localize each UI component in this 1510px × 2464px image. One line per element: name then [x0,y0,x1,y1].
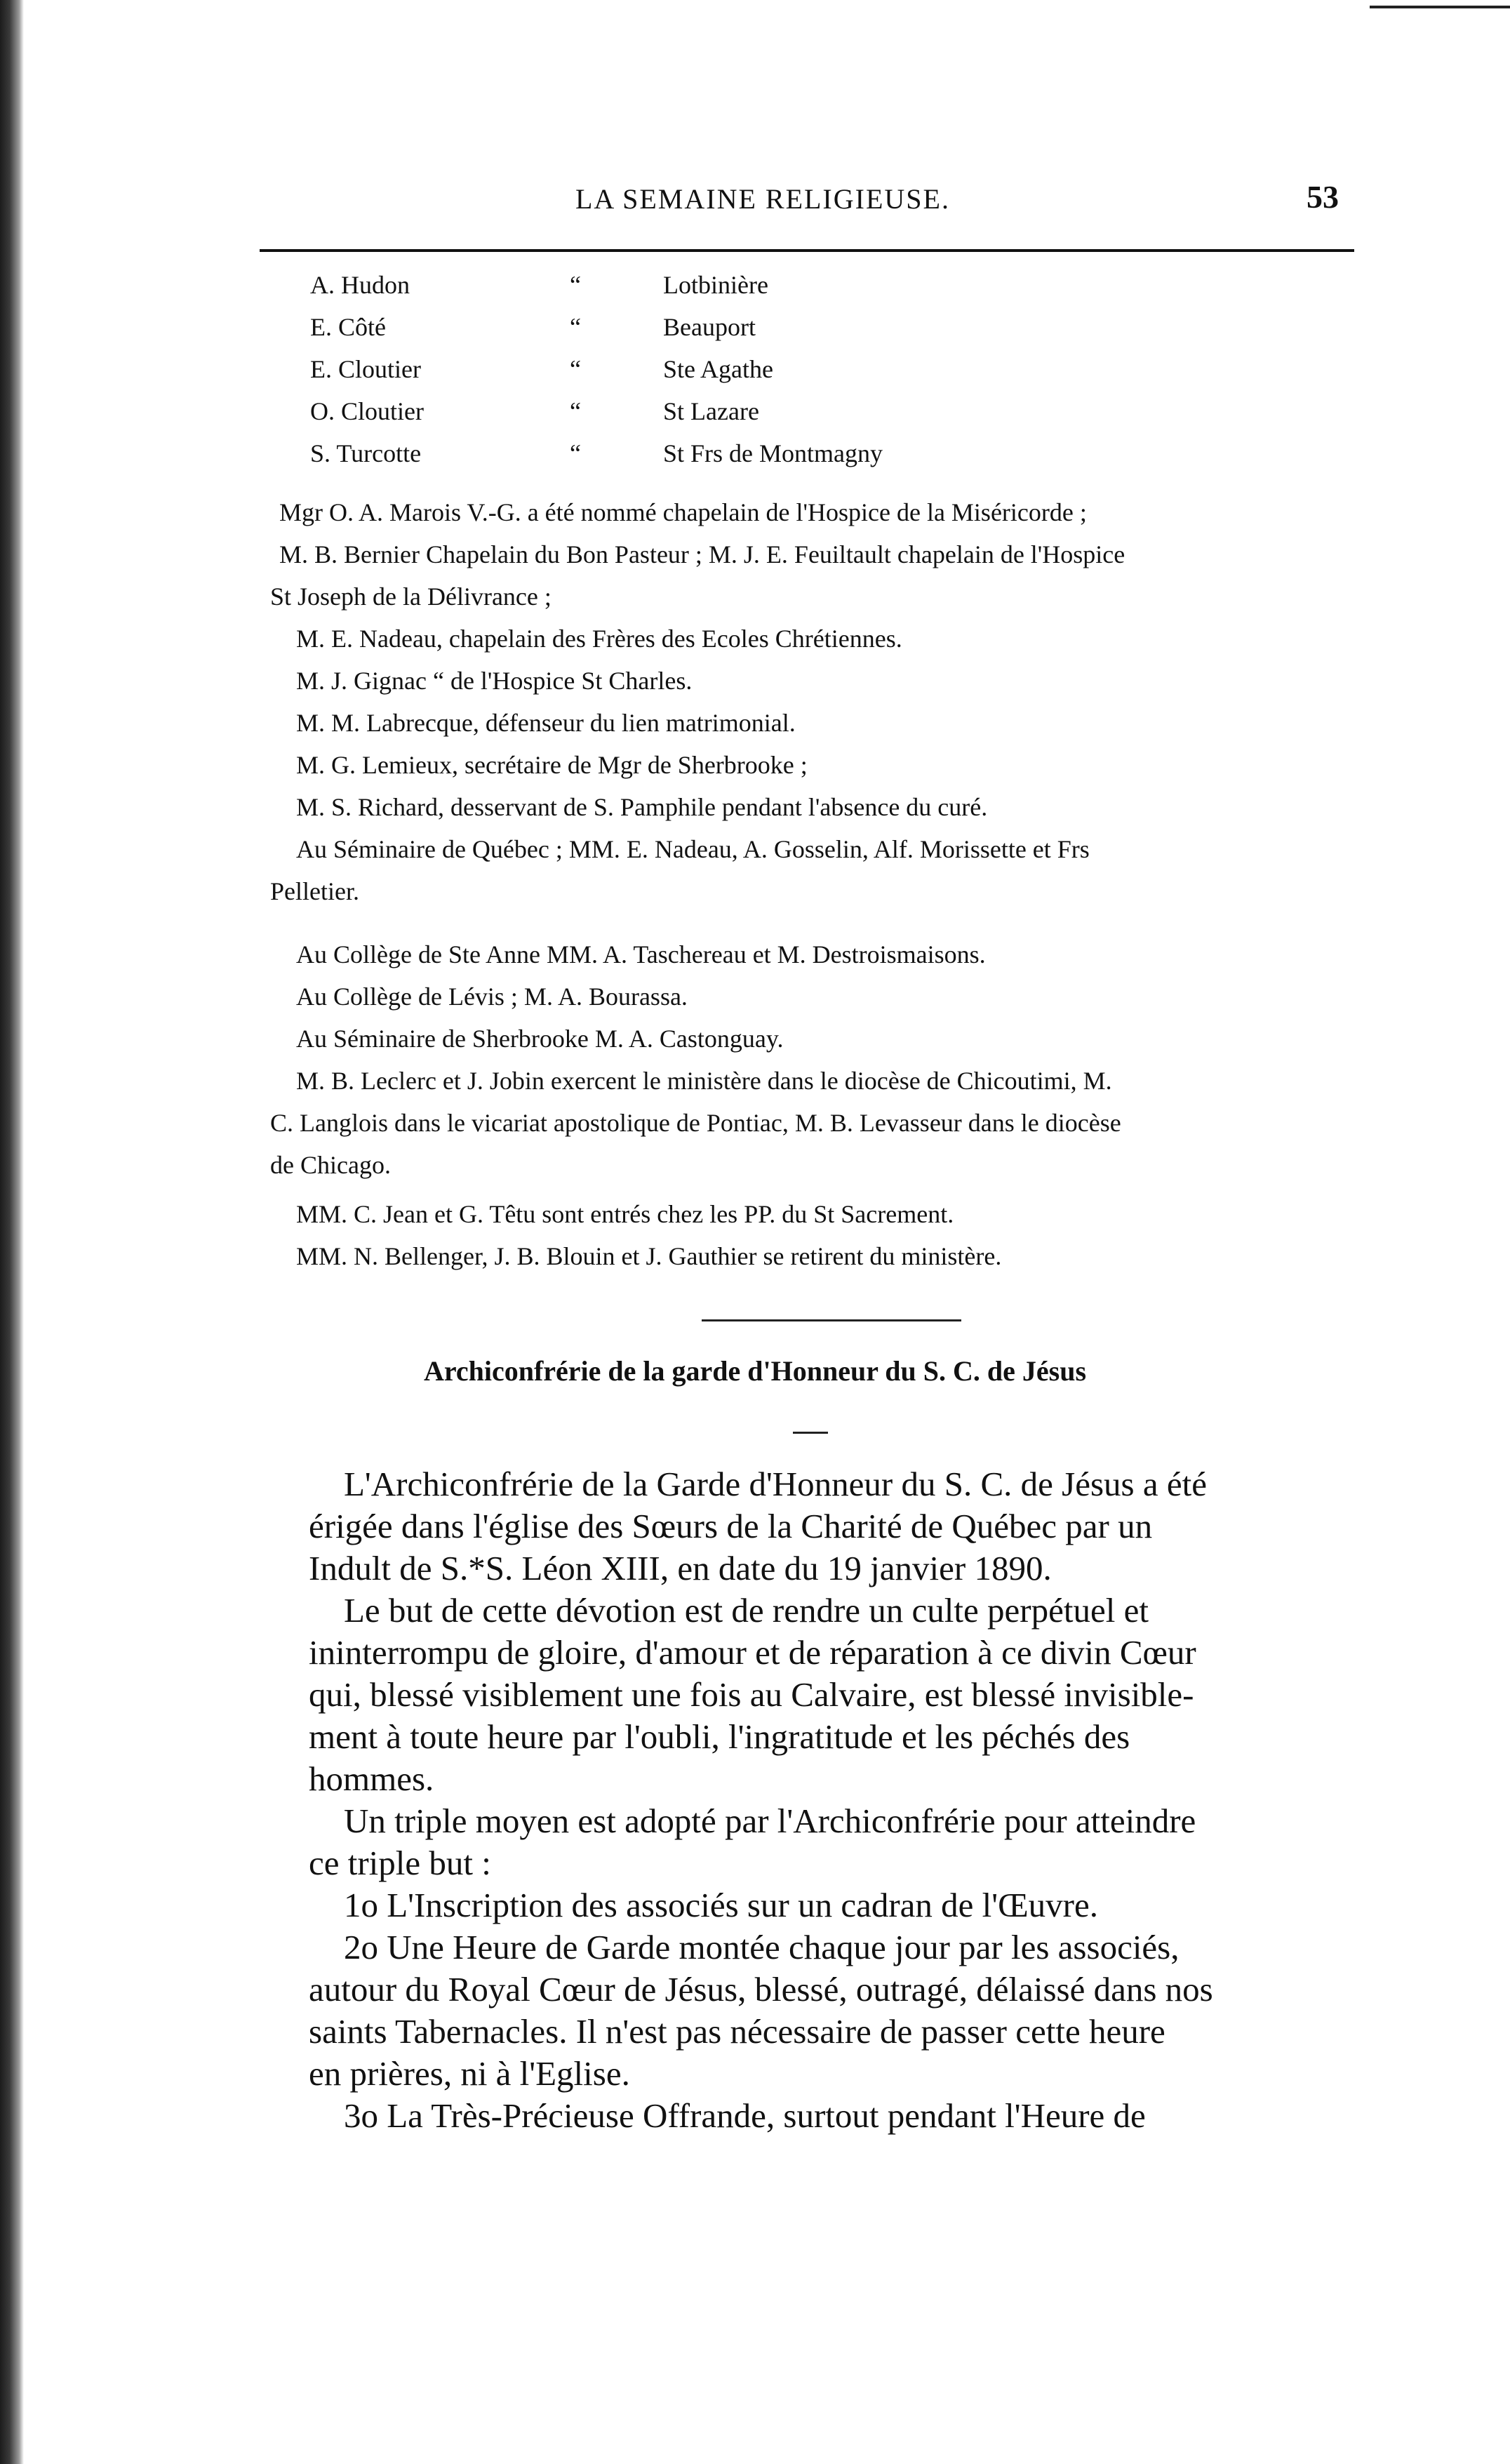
article-line: ce triple but : [309,1844,491,1882]
notice-line: St Joseph de la Délivrance ; [270,582,552,611]
parish-name: Ste Agathe [663,355,773,383]
appointee-name: O. Cloutier [310,397,424,425]
notice-line: C. Langlois dans le vicariat apostolique de Pontiac, M. B. Levasseur dans le diocèse [270,1109,1121,1137]
appointee-name: E. Cloutier [310,355,421,383]
notice-line: M. E. Nadeau, chapelain des Frères des Ecoles Chrétiennes. [296,625,902,653]
notice-line: M. J. Gignac “ de l'Hospice St Charles. [296,667,693,695]
header-rule [260,249,1354,252]
page-number: 53 [1307,179,1339,215]
appointee-name: S. Turcotte [310,439,422,467]
ditto-mark: “ [570,313,581,341]
ditto-mark: “ [570,397,581,425]
article-line: Le but de cette dévotion est de rendre un culte perpétuel et [344,1591,1149,1630]
notice-line: M. S. Richard, desservant de S. Pamphile pendant l'absence du curé. [296,793,988,821]
notice-line: Au Collège de Ste Anne MM. A. Taschereau et M. Destroismaisons. [296,940,986,968]
article-line: qui, blessé visiblement une fois au Calvaire, est blessé invisible- [309,1675,1194,1714]
notice-line: Au Séminaire de Québec ; MM. E. Nadeau, A. Gosselin, Alf. Morissette et Frs [296,835,1090,863]
notice-line: MM. N. Bellenger, J. B. Blouin et J. Gauthier se retirent du ministère. [296,1242,1002,1270]
corner-scan-mark [1370,6,1510,8]
ditto-mark: “ [570,439,581,467]
article-line: Un triple moyen est adopté par l'Archiconfrérie pour atteindre [344,1802,1196,1840]
notice-line: Mgr O. A. Marois V.-G. a été nommé chapelain de l'Hospice de la Miséricorde ; [279,498,1087,526]
notice-line: Au Collège de Lévis ; M. A. Bourassa. [296,983,688,1011]
heading-dash [793,1432,828,1434]
parish-name: Beauport [663,313,756,341]
article-line: 1o L'Inscription des associés sur un cadran de l'Œuvre. [344,1886,1098,1924]
running-title: LA SEMAINE RELIGIEUSE. [575,183,950,215]
notice-line: M. M. Labrecque, défenseur du lien matrimonial. [296,709,796,737]
article-line: en prières, ni à l'Eglise. [309,2054,630,2093]
notice-line: M. B. Leclerc et J. Jobin exercent le ministère dans le diocèse de Chicoutimi, M. [296,1067,1112,1095]
article-line: hommes. [309,1759,434,1798]
article-line: érigée dans l'église des Sœurs de la Charité de Québec par un [309,1507,1153,1545]
article-line: 2o Une Heure de Garde montée chaque jour par les associés, [344,1928,1180,1966]
parish-name: St Frs de Montmagny [663,439,883,467]
appointee-name: A. Hudon [310,271,410,299]
running-header [0,175,1510,218]
page-binding-edge [0,0,24,2464]
notice-line: Pelletier. [270,877,359,905]
notice-line: M. G. Lemieux, secrétaire de Mgr de Sherbrooke ; [296,751,808,779]
article-line: Indult de S.*S. Léon XIII, en date du 19 janvier 1890. [309,1549,1052,1587]
notice-line: Au Séminaire de Sherbrooke M. A. Castonguay. [296,1025,784,1053]
article-line: 3o La Très-Précieuse Offrande, surtout pendant l'Heure de [344,2096,1146,2135]
article-line: ininterrompu de gloire, d'amour et de réparation à ce divin Cœur [309,1633,1196,1672]
ditto-mark: “ [570,271,581,299]
ditto-mark: “ [570,355,581,383]
article-line: L'Archiconfrérie de la Garde d'Honneur du S. C. de Jésus a été [344,1465,1207,1503]
parish-name: Lotbinière [663,271,768,299]
article-line: saints Tabernacles. Il n'est pas nécessaire de passer cette heure [309,2012,1165,2051]
notice-line: de Chicago. [270,1151,391,1179]
section-divider [702,1319,961,1321]
article-line: autour du Royal Cœur de Jésus, blessé, outragé, délaissé dans nos [309,1970,1213,2009]
notice-line: MM. C. Jean et G. Têtu sont entrés chez les PP. du St Sacrement. [296,1200,954,1228]
section-heading: Archiconfrérie de la garde d'Honneur du S. C. de Jésus [423,1355,1087,1387]
article-body [309,1463,1358,2137]
notice-line: M. B. Bernier Chapelain du Bon Pasteur ; M. J. E. Feuiltault chapelain de l'Hospice [279,540,1125,568]
article-line: ment à toute heure par l'oubli, l'ingratitude et les péchés des [309,1717,1130,1756]
appointee-name: E. Côté [310,313,386,341]
parish-name: St Lazare [663,397,759,425]
